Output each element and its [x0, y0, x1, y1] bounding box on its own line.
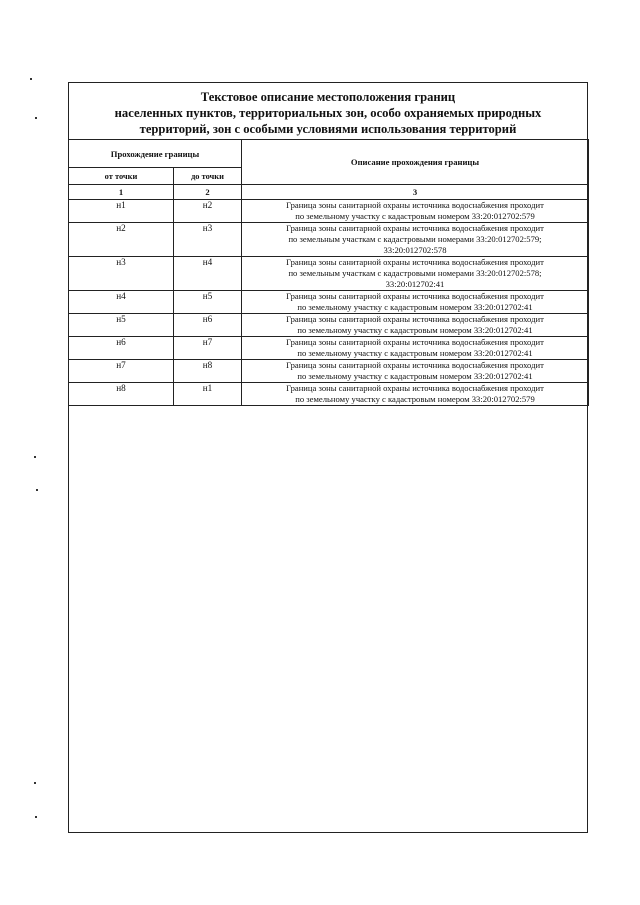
description-line: по земельному участку с кадастровым номером 33:20:012702:41	[297, 325, 533, 335]
table-row	[69, 360, 589, 383]
description-line: по земельным участкам с кадастровыми номерами 33:20:012702:579;	[288, 234, 542, 244]
title-line-3: территорий, зон с особыми условиями использования территорий	[139, 122, 517, 136]
scan-speck	[36, 489, 38, 491]
description-line: Граница зоны санитарной охраны источника водоснабжения проходит	[286, 200, 544, 210]
description-cell	[242, 314, 589, 337]
description-header: Описание прохождения границы	[242, 140, 589, 185]
to-point-cell: н4	[174, 257, 242, 291]
description-line: Граница зоны санитарной охраны источника водоснабжения проходит	[286, 291, 544, 301]
description-line: Граница зоны санитарной охраны источника водоснабжения проходит	[286, 383, 544, 393]
table-row	[69, 383, 589, 406]
column-number: 1	[69, 185, 174, 200]
description-line: 33:20:012702:578	[383, 245, 447, 255]
table-row	[69, 223, 589, 257]
scan-speck	[34, 782, 36, 784]
scan-speck	[30, 78, 32, 80]
table-row	[69, 337, 589, 360]
column-number: 3	[242, 185, 589, 200]
column-number: 2	[174, 185, 242, 200]
to-point-cell: н3	[174, 223, 242, 257]
from-point-cell: н1	[69, 200, 174, 223]
table-body	[69, 200, 589, 406]
from-point-cell: н2	[69, 223, 174, 257]
group-header: Прохождение границы	[69, 140, 242, 168]
description-line: по земельному участку с кадастровым номером 33:20:012702:41	[297, 371, 533, 381]
from-point-cell: н3	[69, 257, 174, 291]
from-point-cell: н5	[69, 314, 174, 337]
description-line: по земельному участку с кадастровым номером 33:20:012702:41	[297, 348, 533, 358]
to-point-header: до точки	[174, 168, 242, 185]
scan-speck	[35, 117, 37, 119]
table-row	[69, 257, 589, 291]
description-cell	[242, 223, 589, 257]
description-line: 33:20:012702:41	[385, 279, 445, 289]
from-point-cell: н8	[69, 383, 174, 406]
description-cell	[242, 200, 589, 223]
description-line: Граница зоны санитарной охраны источника водоснабжения проходит	[286, 223, 544, 233]
description-cell	[242, 257, 589, 291]
description-line: Граница зоны санитарной охраны источника водоснабжения проходит	[286, 314, 544, 324]
title-line-2: населенных пунктов, территориальных зон, особо охраняемых природных	[114, 106, 542, 120]
description-cell	[242, 383, 589, 406]
description-line: по земельным участкам с кадастровыми номерами 33:20:012702:578;	[288, 268, 542, 278]
scan-speck	[35, 816, 37, 818]
from-point-cell: н7	[69, 360, 174, 383]
scan-speck	[34, 456, 36, 458]
to-point-cell: н5	[174, 291, 242, 314]
description-line: по земельному участку с кадастровым номером 33:20:012702:579	[295, 394, 535, 404]
from-point-cell: н4	[69, 291, 174, 314]
description-cell	[242, 360, 589, 383]
table-row	[69, 200, 589, 223]
description-line: Граница зоны санитарной охраны источника водоснабжения проходит	[286, 360, 544, 370]
document-frame	[68, 82, 588, 833]
description-line: по земельному участку с кадастровым номером 33:20:012702:41	[297, 302, 533, 312]
to-point-cell: н7	[174, 337, 242, 360]
description-line: по земельному участку с кадастровым номером 33:20:012702:579	[295, 211, 535, 221]
table-row	[69, 291, 589, 314]
description-cell	[242, 337, 589, 360]
from-point-header: от точки	[69, 168, 174, 185]
title-line-1: Текстовое описание местоположения границ	[200, 90, 456, 104]
table-row	[69, 314, 589, 337]
description-line: Граница зоны санитарной охраны источника водоснабжения проходит	[286, 337, 544, 347]
to-point-cell: н6	[174, 314, 242, 337]
to-point-cell: н1	[174, 383, 242, 406]
document-title	[69, 83, 587, 139]
from-point-cell: н6	[69, 337, 174, 360]
description-cell	[242, 291, 589, 314]
to-point-cell: н8	[174, 360, 242, 383]
to-point-cell: н2	[174, 200, 242, 223]
boundary-table	[68, 139, 589, 406]
description-line: Граница зоны санитарной охраны источника водоснабжения проходит	[286, 257, 544, 267]
